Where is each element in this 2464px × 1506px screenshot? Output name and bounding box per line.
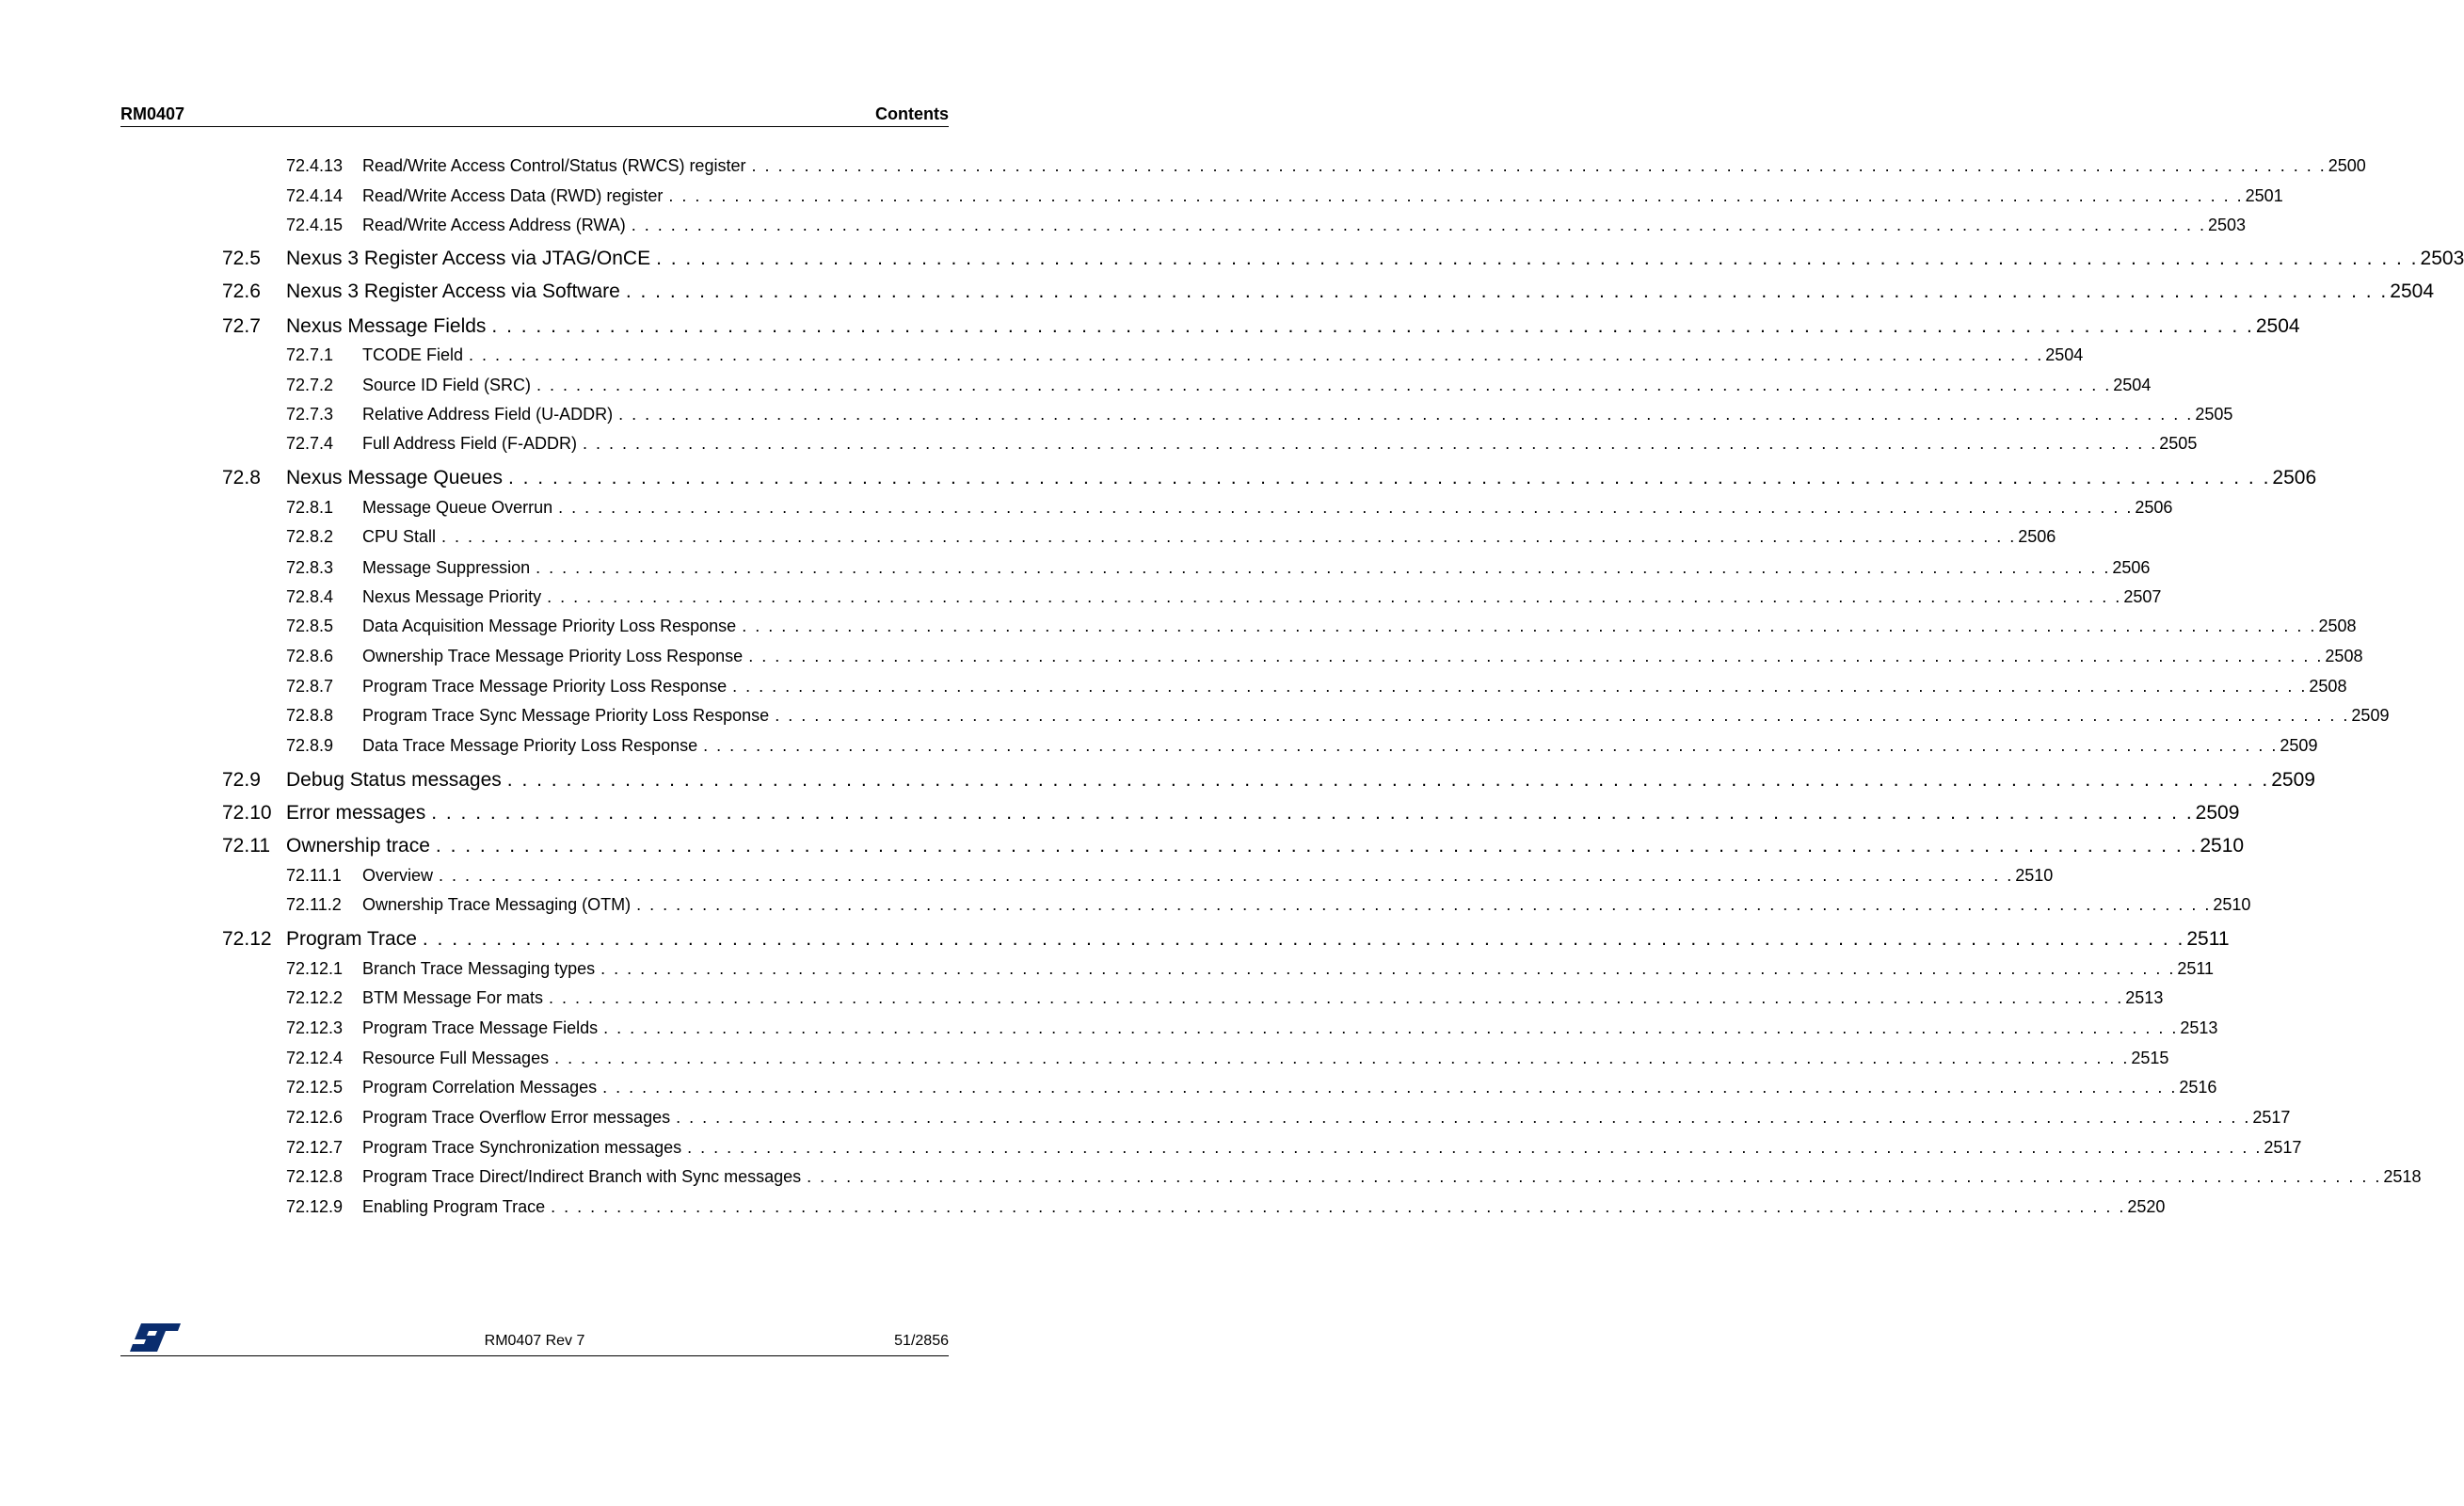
- toc-entry-title: Message Suppression: [362, 558, 531, 577]
- toc-entry-title: CPU Stall: [362, 527, 437, 546]
- toc-entry-page: 2508: [2325, 647, 2363, 665]
- toc-entry[interactable]: [0, 467, 2317, 493]
- toc-entry-number: 72.11: [222, 835, 270, 857]
- toc-entry-number: 72.11.1: [286, 866, 342, 885]
- toc-dot-leader: . . . . . . . . . . . . . . . . . . . . . . . . . . . . . . . . . . . . . . . . . . . . . . . . . . . . . . . . . . . . . . . . . . . . . . . . . . . . . . . . . . . . . . . . . . . . . . . . . . . . . . . . . . . . . . . . . . . . . . . .: [668, 186, 2244, 205]
- toc-entry-page: 2500: [2328, 156, 2366, 175]
- toc-entry-number: 72.12.4: [286, 1049, 344, 1067]
- toc-entry[interactable]: [0, 345, 2084, 368]
- toc-entry-title: Ownership Trace Message Priority Loss Response: [362, 647, 744, 665]
- toc-dot-leader: . . . . . . . . . . . . . . . . . . . . . . . . . . . . . . . . . . . . . . . . . . . . . . . . . . . . . . . . . . . . . . . . . . . . . . . . . . . . . . . . . . . . . . . . . . . . . . . . . . . . . . . . . . . . . . . . . . . . . . . .: [742, 617, 2317, 635]
- footer-page-number: 51/2856: [894, 1333, 949, 1349]
- toc-entry-number: 72.8.4: [286, 587, 334, 606]
- toc-entry-page: 2504: [2045, 345, 2084, 364]
- toc-entry-title: Enabling Program Trace: [362, 1197, 546, 1216]
- toc-entry-page: 2510: [2213, 895, 2251, 914]
- toc-entry-title: Data Trace Message Priority Loss Response: [362, 736, 698, 755]
- toc-entry-title: Program Trace Message Fields: [362, 1018, 599, 1037]
- toc-entry-title: Data Acquisition Message Priority Loss Response: [362, 617, 737, 635]
- toc-entry[interactable]: [0, 1078, 2217, 1100]
- toc-entry-page: 2516: [2179, 1078, 2217, 1097]
- toc-entry-page: 2503: [2208, 216, 2247, 234]
- toc-dot-leader: . . . . . . . . . . . . . . . . . . . . . . . . . . . . . . . . . . . . . . . . . . . . . . . . . . . . . . . . . . . . . . . . . . . . . . . . . . . . . . . . . . . . . . . . . . . . . . . . . . . . . . . . . . . . . . . . . . . . . . . .: [751, 156, 2327, 175]
- toc-entry-title: Nexus 3 Register Access via JTAG/OnCE: [286, 248, 651, 269]
- toc-entry-number: 72.11.2: [286, 895, 342, 914]
- toc-entry[interactable]: [0, 769, 2315, 795]
- toc-entry[interactable]: [0, 405, 2233, 427]
- toc-entry[interactable]: [0, 736, 2318, 759]
- toc-dot-leader: . . . . . . . . . . . . . . . . . . . . . . . . . . . . . . . . . . . . . . . . . . . . . . . . . . . . . . . . . . . . . . . . . . . . . . . . . . . . . . . . . . . . . . . . . . . . . . . . . . . . . . . . . . . . . . . . . . . . . . . .: [603, 1018, 2179, 1037]
- toc-dot-leader: . . . . . . . . . . . . . . . . . . . . . . . . . . . . . . . . . . . . . . . . . . . . . . . . . . . . . . . . . . . . . . . . . . . . . . . . . . . . . . . . . . . . . . . . . . . . . . . . . . . . . . . . . . . . . . . . . . . . . . . .: [491, 315, 2254, 337]
- toc-entry-page: 2507: [2123, 587, 2162, 606]
- toc-dot-leader: . . . . . . . . . . . . . . . . . . . . . . . . . . . . . . . . . . . . . . . . . . . . . . . . . . . . . . . . . . . . . . . . . . . . . . . . . . . . . . . . . . . . . . . . . . . . . . . . . . . . . . . . . . . . . . . . . . . . . . . .: [631, 216, 2206, 234]
- toc-entry[interactable]: [0, 186, 2283, 209]
- footer-doc-revision: RM0407 Rev 7: [484, 1333, 585, 1349]
- toc-entry[interactable]: [0, 315, 2300, 342]
- header-section: Contents: [875, 104, 949, 123]
- toc-dot-leader: . . . . . . . . . . . . . . . . . . . . . . . . . . . . . . . . . . . . . . . . . . . . . . . . . . . . . . . . . . . . . . . . . . . . . . . . . . . . . . . . . . . . . . . . . . . . . . . . . . . . . . . . . . . . . . . . . . . . . . . .: [431, 802, 2194, 824]
- toc-entry-number: 72.8.8: [286, 706, 334, 725]
- toc-entry-title: BTM Message For mats: [362, 988, 544, 1007]
- toc-entry-page: 2515: [2131, 1049, 2169, 1067]
- toc-entry-title: Program Trace Overflow Error messages: [362, 1108, 671, 1127]
- toc-entry[interactable]: [0, 156, 2366, 179]
- toc-dot-leader: . . . . . . . . . . . . . . . . . . . . . . . . . . . . . . . . . . . . . . . . . . . . . . . . . . . . . . . . . . . . . . . . . . . . . . . . . . . . . . . . . . . . . . . . . . . . . . . . . . . . . . . . . . . . . . . . . . . . . . . .: [602, 1078, 2178, 1097]
- toc-entry[interactable]: [0, 835, 2245, 861]
- toc-entry-page: 2503: [2420, 248, 2464, 269]
- toc-entry-number: 72.5: [222, 248, 261, 269]
- toc-dot-leader: . . . . . . . . . . . . . . . . . . . . . . . . . . . . . . . . . . . . . . . . . . . . . . . . . . . . . . . . . . . . . . . . . . . . . . . . . . . . . . . . . . . . . . . . . . . . . . . . . . . . . . . . . . . . . . . . . . . . . . . .: [439, 866, 2014, 885]
- toc-entry[interactable]: [0, 1049, 2169, 1071]
- toc-entry-title: Resource Full Messages: [362, 1049, 550, 1067]
- toc-entry-title: Program Trace Direct/Indirect Branch with Sync messages: [362, 1167, 802, 1186]
- toc-entry-title: Branch Trace Messaging types: [362, 959, 596, 978]
- toc-entry-title: Source ID Field (SRC): [362, 376, 532, 394]
- toc-entry-title: Debug Status messages: [286, 769, 502, 791]
- toc-entry-number: 72.4.14: [286, 186, 344, 205]
- toc-entry-page: 2518: [2383, 1167, 2422, 1186]
- toc-entry-title: Read/Write Access Address (RWA): [362, 216, 626, 234]
- toc-dot-leader: . . . . . . . . . . . . . . . . . . . . . . . . . . . . . . . . . . . . . . . . . . . . . . . . . . . . . . . . . . . . . . . . . . . . . . . . . . . . . . . . . . . . . . . . . . . . . . . . . . . . . . . . . . . . . . . . . . . . . . . .: [583, 434, 2158, 453]
- toc-entry[interactable]: [0, 248, 2464, 274]
- toc-entry-number: 72.12.7: [286, 1138, 344, 1157]
- toc-entry[interactable]: [0, 647, 2363, 669]
- toc-entry-title: Ownership trace: [286, 835, 430, 857]
- toc-dot-leader: . . . . . . . . . . . . . . . . . . . . . . . . . . . . . . . . . . . . . . . . . . . . . . . . . . . . . . . . . . . . . . . . . . . . . . . . . . . . . . . . . . . . . . . . . . . . . . . . . . . . . . . . . . . . . . . . . . . . . . . .: [636, 895, 2212, 914]
- toc-entry-number: 72.8.7: [286, 677, 334, 696]
- toc-entry-page: 2517: [2252, 1108, 2291, 1127]
- toc-dot-leader: . . . . . . . . . . . . . . . . . . . . . . . . . . . . . . . . . . . . . . . . . . . . . . . . . . . . . . . . . . . . . . . . . . . . . . . . . . . . . . . . . . . . . . . . . . . . . . . . . . . . . . . . . . . . . . . . . . . . . . . .: [422, 928, 2185, 950]
- toc-entry-page: 2513: [2180, 1018, 2218, 1037]
- toc-entry-title: Nexus Message Priority: [362, 587, 542, 606]
- toc-entry-page: 2504: [2255, 315, 2300, 337]
- toc-entry[interactable]: [0, 617, 2357, 639]
- toc-entry-title: Program Trace: [286, 928, 417, 950]
- toc-entry-number: 72.9: [222, 769, 261, 791]
- toc-entry-number: 72.8.5: [286, 617, 334, 635]
- page-header: [120, 102, 949, 127]
- toc-entry-title: Ownership Trace Messaging (OTM): [362, 895, 632, 914]
- toc-entry-title: Full Address Field (F-ADDR): [362, 434, 578, 453]
- toc-entry-page: 2501: [2245, 186, 2283, 205]
- toc-entry[interactable]: [0, 677, 2347, 699]
- toc-entry-title: Program Trace Sync Message Priority Loss Response: [362, 706, 770, 725]
- toc-entry-page: 2510: [2200, 835, 2245, 857]
- toc-dot-leader: . . . . . . . . . . . . . . . . . . . . . . . . . . . . . . . . . . . . . . . . . . . . . . . . . . . . . . . . . . . . . . . . . . . . . . . . . . . . . . . . . . . . . . . . . . . . . . . . . . . . . . . . . . . . . . . . . . . . . . . .: [558, 498, 2134, 517]
- toc-entry-page: 2509: [2351, 706, 2390, 725]
- toc-entry[interactable]: [0, 928, 2230, 954]
- toc-entry-page: 2504: [2113, 376, 2152, 394]
- toc-entry-page: 2511: [2177, 959, 2215, 978]
- toc-dot-leader: . . . . . . . . . . . . . . . . . . . . . . . . . . . . . . . . . . . . . . . . . . . . . . . . . . . . . . . . . . . . . . . . . . . . . . . . . . . . . . . . . . . . . . . . . . . . . . . . . . . . . . . . . . . . . . . . . . . . . . . .: [507, 467, 2271, 489]
- toc-entry-title: TCODE Field: [362, 345, 464, 364]
- toc-dot-leader: . . . . . . . . . . . . . . . . . . . . . . . . . . . . . . . . . . . . . . . . . . . . . . . . . . . . . . . . . . . . . . . . . . . . . . . . . . . . . . . . . . . . . . . . . . . . . . . . . . . . . . . . . . . . . . . . . . . . . . . .: [775, 706, 2350, 725]
- header-doc-id: RM0407: [120, 104, 185, 123]
- toc-dot-leader: . . . . . . . . . . . . . . . . . . . . . . . . . . . . . . . . . . . . . . . . . . . . . . . . . . . . . . . . . . . . . . . . . . . . . . . . . . . . . . . . . . . . . . . . . . . . . . . . . . . . . . . . . . . . . . . . . . . . . . . .: [506, 769, 2270, 791]
- toc-entry-page: 2510: [2015, 866, 2054, 885]
- toc-entry-page: 2509: [2271, 769, 2315, 791]
- toc-dot-leader: . . . . . . . . . . . . . . . . . . . . . . . . . . . . . . . . . . . . . . . . . . . . . . . . . . . . . . . . . . . . . . . . . . . . . . . . . . . . . . . . . . . . . . . . . . . . . . . . . . . . . . . . . . . . . . . . . . . . . . . .: [469, 345, 2044, 364]
- toc-entry-title: Relative Address Field (U-ADDR): [362, 405, 614, 424]
- toc-dot-leader: . . . . . . . . . . . . . . . . . . . . . . . . . . . . . . . . . . . . . . . . . . . . . . . . . . . . . . . . . . . . . . . . . . . . . . . . . . . . . . . . . . . . . . . . . . . . . . . . . . . . . . . . . . . . . . . . . . . . . . . .: [600, 959, 2176, 978]
- toc-dot-leader: . . . . . . . . . . . . . . . . . . . . . . . . . . . . . . . . . . . . . . . . . . . . . . . . . . . . . . . . . . . . . . . . . . . . . . . . . . . . . . . . . . . . . . . . . . . . . . . . . . . . . . . . . . . . . . . . . . . . . . . .: [547, 587, 2122, 606]
- toc-entry-page: 2509: [2280, 736, 2318, 755]
- toc-dot-leader: . . . . . . . . . . . . . . . . . . . . . . . . . . . . . . . . . . . . . . . . . . . . . . . . . . . . . . . . . . . . . . . . . . . . . . . . . . . . . . . . . . . . . . . . . . . . . . . . . . . . . . . . . . . . . . . . . . . . . . . .: [687, 1138, 2263, 1157]
- toc-dot-leader: . . . . . . . . . . . . . . . . . . . . . . . . . . . . . . . . . . . . . . . . . . . . . . . . . . . . . . . . . . . . . . . . . . . . . . . . . . . . . . . . . . . . . . . . . . . . . . . . . . . . . . . . . . . . . . . . . . . . . . . .: [549, 988, 2124, 1007]
- toc-entry-number: 72.8.1: [286, 498, 334, 517]
- toc-entry-title: Nexus Message Queues: [286, 467, 503, 489]
- toc-dot-leader: . . . . . . . . . . . . . . . . . . . . . . . . . . . . . . . . . . . . . . . . . . . . . . . . . . . . . . . . . . . . . . . . . . . . . . . . . . . . . . . . . . . . . . . . . . . . . . . . . . . . . . . . . . . . . . . . . . . . . . . .: [441, 527, 2017, 546]
- toc-entry-number: 72.12.6: [286, 1108, 344, 1127]
- toc-entry-page: 2504: [2390, 280, 2434, 302]
- toc-entry-number: 72.12.9: [286, 1197, 344, 1216]
- toc-entry[interactable]: [0, 527, 2056, 550]
- toc-entry[interactable]: [0, 1167, 2422, 1190]
- toc-entry[interactable]: [0, 1108, 2291, 1130]
- toc-entry-number: 72.8: [222, 467, 261, 489]
- toc-entry-number: 72.12: [222, 928, 272, 950]
- toc-entry[interactable]: [0, 1138, 2302, 1161]
- toc-entry-page: 2517: [2264, 1138, 2302, 1157]
- toc-entry-number: 72.4.15: [286, 216, 344, 234]
- toc-entry-number: 72.12.8: [286, 1167, 344, 1186]
- toc-dot-leader: . . . . . . . . . . . . . . . . . . . . . . . . . . . . . . . . . . . . . . . . . . . . . . . . . . . . . . . . . . . . . . . . . . . . . . . . . . . . . . . . . . . . . . . . . . . . . . . . . . . . . . . . . . . . . . . . . . . . . . . .: [703, 736, 2279, 755]
- toc-dot-leader: . . . . . . . . . . . . . . . . . . . . . . . . . . . . . . . . . . . . . . . . . . . . . . . . . . . . . . . . . . . . . . . . . . . . . . . . . . . . . . . . . . . . . . . . . . . . . . . . . . . . . . . . . . . . . . . . . . . . . . . .: [554, 1049, 2130, 1067]
- toc-entry-number: 72.7.4: [286, 434, 334, 453]
- toc-entry-page: 2506: [2018, 527, 2056, 546]
- toc-dot-leader: . . . . . . . . . . . . . . . . . . . . . . . . . . . . . . . . . . . . . . . . . . . . . . . . . . . . . . . . . . . . . . . . . . . . . . . . . . . . . . . . . . . . . . . . . . . . . . . . . . . . . . . . . . . . . . . . . . . . . . . .: [656, 248, 2419, 269]
- toc-entry-title: Program Correlation Messages: [362, 1078, 598, 1097]
- toc-entry[interactable]: [0, 280, 2434, 307]
- toc-dot-leader: . . . . . . . . . . . . . . . . . . . . . . . . . . . . . . . . . . . . . . . . . . . . . . . . . . . . . . . . . . . . . . . . . . . . . . . . . . . . . . . . . . . . . . . . . . . . . . . . . . . . . . . . . . . . . . . . . . . . . . . .: [807, 1167, 2382, 1186]
- toc-entry-page: 2509: [2195, 802, 2240, 824]
- toc-entry-number: 72.10: [222, 802, 272, 824]
- toc-entry-number: 72.4.13: [286, 156, 344, 175]
- toc-entry-number: 72.6: [222, 280, 261, 302]
- toc-entry-number: 72.12.1: [286, 959, 344, 978]
- toc-dot-leader: . . . . . . . . . . . . . . . . . . . . . . . . . . . . . . . . . . . . . . . . . . . . . . . . . . . . . . . . . . . . . . . . . . . . . . . . . . . . . . . . . . . . . . . . . . . . . . . . . . . . . . . . . . . . . . . . . . . . . . . .: [618, 405, 2194, 424]
- toc-entry-title: Overview: [362, 866, 434, 885]
- toc-entry-number: 72.7.1: [286, 345, 334, 364]
- toc-entry[interactable]: [0, 376, 2152, 398]
- toc-entry[interactable]: [0, 1197, 2166, 1220]
- toc-entry[interactable]: [0, 895, 2251, 918]
- toc-entry-number: 72.7.2: [286, 376, 334, 394]
- toc-entry-page: 2513: [2125, 988, 2164, 1007]
- toc-dot-leader: . . . . . . . . . . . . . . . . . . . . . . . . . . . . . . . . . . . . . . . . . . . . . . . . . . . . . . . . . . . . . . . . . . . . . . . . . . . . . . . . . . . . . . . . . . . . . . . . . . . . . . . . . . . . . . . . . . . . . . . .: [732, 677, 2308, 696]
- toc-entry-page: 2506: [2272, 467, 2317, 489]
- toc-dot-leader: . . . . . . . . . . . . . . . . . . . . . . . . . . . . . . . . . . . . . . . . . . . . . . . . . . . . . . . . . . . . . . . . . . . . . . . . . . . . . . . . . . . . . . . . . . . . . . . . . . . . . . . . . . . . . . . . . . . . . . . .: [551, 1197, 2126, 1216]
- toc-entry-number: 72.12.3: [286, 1018, 344, 1037]
- toc-entry-title: Program Trace Message Priority Loss Response: [362, 677, 728, 696]
- toc-dot-leader: . . . . . . . . . . . . . . . . . . . . . . . . . . . . . . . . . . . . . . . . . . . . . . . . . . . . . . . . . . . . . . . . . . . . . . . . . . . . . . . . . . . . . . . . . . . . . . . . . . . . . . . . . . . . . . . . . . . . . . . .: [748, 647, 2324, 665]
- toc-entry[interactable]: [0, 587, 2162, 610]
- page-footer: [120, 1318, 949, 1356]
- toc-entry-title: Error messages: [286, 802, 426, 824]
- toc-entry-page: 2520: [2127, 1197, 2166, 1216]
- toc-dot-leader: . . . . . . . . . . . . . . . . . . . . . . . . . . . . . . . . . . . . . . . . . . . . . . . . . . . . . . . . . . . . . . . . . . . . . . . . . . . . . . . . . . . . . . . . . . . . . . . . . . . . . . . . . . . . . . . . . . . . . . . .: [676, 1108, 2251, 1127]
- toc-dot-leader: . . . . . . . . . . . . . . . . . . . . . . . . . . . . . . . . . . . . . . . . . . . . . . . . . . . . . . . . . . . . . . . . . . . . . . . . . . . . . . . . . . . . . . . . . . . . . . . . . . . . . . . . . . . . . . . . . . . . . . . .: [536, 376, 2112, 394]
- toc-entry-number: 72.8.3: [286, 558, 334, 577]
- toc-entry-number: 72.7: [222, 315, 261, 337]
- toc-entry[interactable]: [0, 706, 2390, 729]
- toc-entry-title: Program Trace Synchronization messages: [362, 1138, 682, 1157]
- toc-entry-page: 2511: [2186, 928, 2230, 950]
- toc-entry[interactable]: [0, 1018, 2218, 1041]
- toc-entry-page: 2508: [2309, 677, 2347, 696]
- toc-entry-title: Read/Write Access Data (RWD) register: [362, 186, 664, 205]
- toc-entry-page: 2508: [2318, 617, 2357, 635]
- toc-entry-title: Message Queue Overrun: [362, 498, 553, 517]
- toc-entry[interactable]: [0, 988, 2164, 1011]
- toc-entry-number: 72.12.5: [286, 1078, 344, 1097]
- toc-entry-number: 72.8.6: [286, 647, 334, 665]
- toc-dot-leader: . . . . . . . . . . . . . . . . . . . . . . . . . . . . . . . . . . . . . . . . . . . . . . . . . . . . . . . . . . . . . . . . . . . . . . . . . . . . . . . . . . . . . . . . . . . . . . . . . . . . . . . . . . . . . . . . . . . . . . . .: [536, 558, 2111, 577]
- toc-entry-page: 2505: [2195, 405, 2233, 424]
- toc-entry[interactable]: [0, 802, 2240, 828]
- toc-entry-page: 2506: [2112, 558, 2151, 577]
- toc-entry-number: 72.8.9: [286, 736, 334, 755]
- toc-entry-number: 72.8.2: [286, 527, 334, 546]
- toc-entry-number: 72.12.2: [286, 988, 344, 1007]
- toc-entry[interactable]: [0, 959, 2215, 982]
- toc-entry[interactable]: [0, 216, 2247, 238]
- toc-dot-leader: . . . . . . . . . . . . . . . . . . . . . . . . . . . . . . . . . . . . . . . . . . . . . . . . . . . . . . . . . . . . . . . . . . . . . . . . . . . . . . . . . . . . . . . . . . . . . . . . . . . . . . . . . . . . . . . . . . . . . . . .: [625, 280, 2389, 302]
- toc-dot-leader: . . . . . . . . . . . . . . . . . . . . . . . . . . . . . . . . . . . . . . . . . . . . . . . . . . . . . . . . . . . . . . . . . . . . . . . . . . . . . . . . . . . . . . . . . . . . . . . . . . . . . . . . . . . . . . . . . . . . . . . .: [435, 835, 2199, 857]
- toc-entry-page: 2505: [2159, 434, 2198, 453]
- toc-entry[interactable]: [0, 558, 2151, 581]
- toc-entry-title: Nexus 3 Register Access via Software: [286, 280, 620, 302]
- toc-entry[interactable]: [0, 498, 2173, 521]
- toc-entry[interactable]: [0, 434, 2198, 457]
- toc-entry-number: 72.7.3: [286, 405, 334, 424]
- toc-entry-page: 2506: [2135, 498, 2173, 517]
- toc-entry[interactable]: [0, 866, 2054, 889]
- toc-entry-title: Read/Write Access Control/Status (RWCS) register: [362, 156, 746, 175]
- toc-entry-title: Nexus Message Fields: [286, 315, 487, 337]
